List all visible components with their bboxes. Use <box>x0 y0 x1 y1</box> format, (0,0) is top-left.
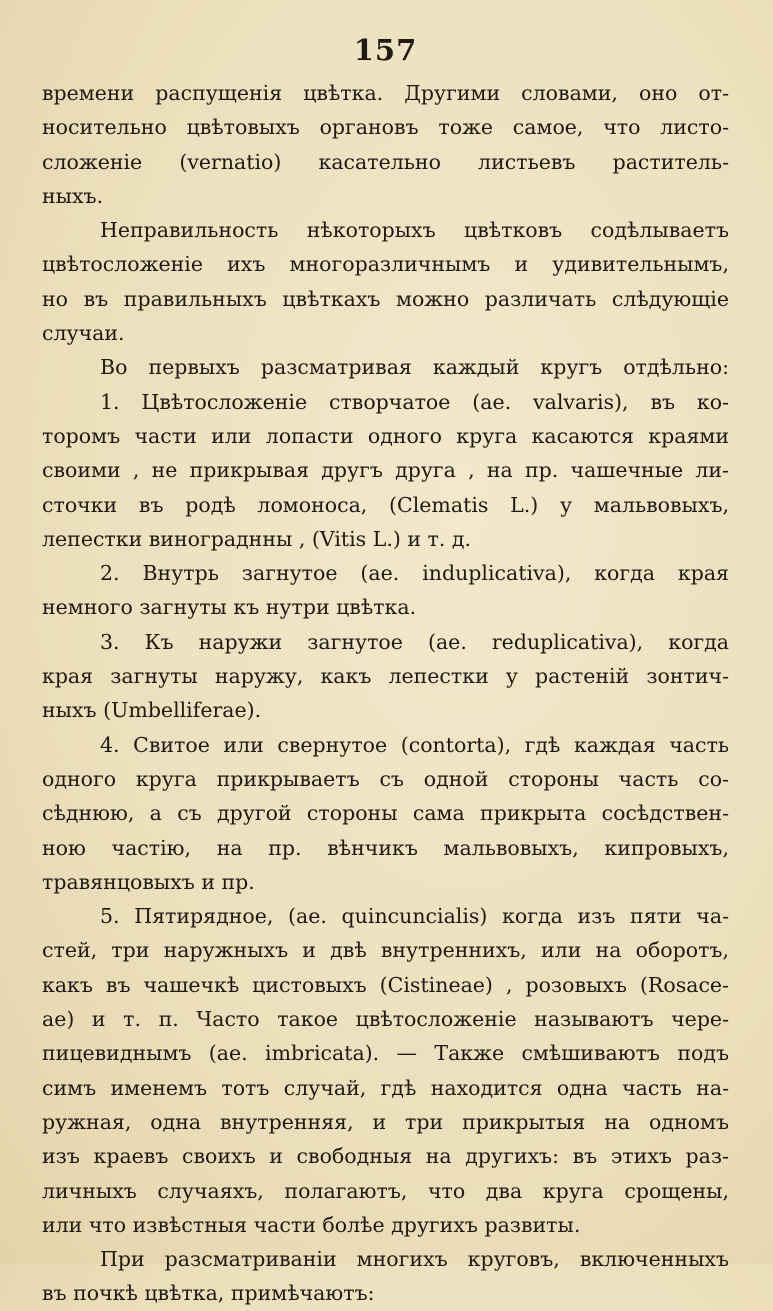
text-line: ныхъ. <box>42 183 104 208</box>
text-line: 1. Цвѣтосложеніе створчатое (ae. valvaris), въ ко- <box>100 389 729 414</box>
text-line: какъ въ чашечкѣ цистовыхъ (Cistineae) , розовыхъ (Rosace- <box>42 972 729 997</box>
text-line: ныхъ (Umbelliferae). <box>42 698 262 723</box>
text-line: Во первыхъ разсматривая каждый кругъ отдѣльно: <box>100 355 729 380</box>
text-line: лепестки винограднны , (Vitis L.) и т. д. <box>42 526 472 551</box>
text-line: ружная, одна внутренняя, и три прикрытыя на одномъ <box>42 1109 729 1134</box>
text-line: немного загнуты къ нутри цвѣтка. <box>42 595 417 620</box>
text-line: 3. Къ наружи загнутое (ae. reduplicativa), когда <box>100 629 729 654</box>
text-line: ae) и т. п. Часто такое цвѣтосложеніе называютъ чере- <box>42 1007 729 1032</box>
text-line: симъ именемъ тотъ случай, гдѣ находится одна часть на- <box>42 1075 729 1100</box>
text-line: одного круга прикрываетъ съ одной стороны часть со- <box>42 766 729 791</box>
text-line: личныхъ случаяхъ, полагаютъ, что два круга срощены, <box>42 1178 729 1203</box>
text-line: 4. Свитое или свернутое (contorta), гдѣ каждая часть <box>100 732 729 757</box>
text-line: При разсматриваніи многихъ круговъ, включенныхъ <box>100 1247 729 1272</box>
text-line: сточки въ родѣ ломоноса, (Clematis L.) у мальвовыхъ, <box>42 492 729 517</box>
text-line: цвѣтосложеніе ихъ многоразличнымъ и удивительнымъ, <box>42 252 729 277</box>
text-line: ною частію, на пр. вѣнчикъ мальвовыхъ, кипровыхъ, <box>42 835 729 860</box>
text-line: стей, три наружныхъ и двѣ внутреннихъ, или на оборотъ, <box>42 938 729 963</box>
text-line: въ почкѣ цвѣтка, примѣчаютъ: <box>42 1281 375 1306</box>
text-line: травянцовыхъ и пр. <box>42 869 255 894</box>
text-line: носительно цвѣтовыхъ органовъ тоже самое, что листо- <box>42 115 729 140</box>
text-line: своими , не прикрывая другъ друга , на пр. чашечные ли- <box>42 458 729 483</box>
text-line: 2. Внутрь загнутое (ae. induplicativa), когда края <box>100 561 729 586</box>
text-line: торомъ части или лопасти одного круга касаются краями <box>42 423 729 448</box>
text-line: сложеніе (vernatio) касательно листьевъ раститель- <box>42 149 729 174</box>
text-line: пицевиднымъ (ae. imbricata). — Также смѣшиваютъ подъ <box>42 1041 729 1066</box>
text-line: или что извѣстныя части болѣе другихъ развиты. <box>42 1212 581 1237</box>
text-line: случаи. <box>42 321 125 346</box>
text-line: но въ правильныхъ цвѣткахъ можно различать слѣдующіе <box>42 286 729 311</box>
text-line: 5. Пятирядное, (ae. quincuncialis) когда изъ пяти ча- <box>100 904 729 929</box>
body-text <box>42 76 729 1311</box>
text-line: края загнуты наружу, какъ лепестки у растеній зонтич- <box>42 664 729 689</box>
page-number: 157 <box>353 33 418 67</box>
text-line: сѣднюю, а съ другой стороны сама прикрыта сосѣдствен- <box>42 801 729 826</box>
text-line: изъ краевъ своихъ и свободныя на другихъ: въ этихъ раз- <box>42 1144 729 1169</box>
text-line: времени распущенія цвѣтка. Другими словами, оно от- <box>42 81 729 105</box>
text-line: Неправильность нѣкоторыхъ цвѣтковъ содѣлываетъ <box>100 218 729 243</box>
